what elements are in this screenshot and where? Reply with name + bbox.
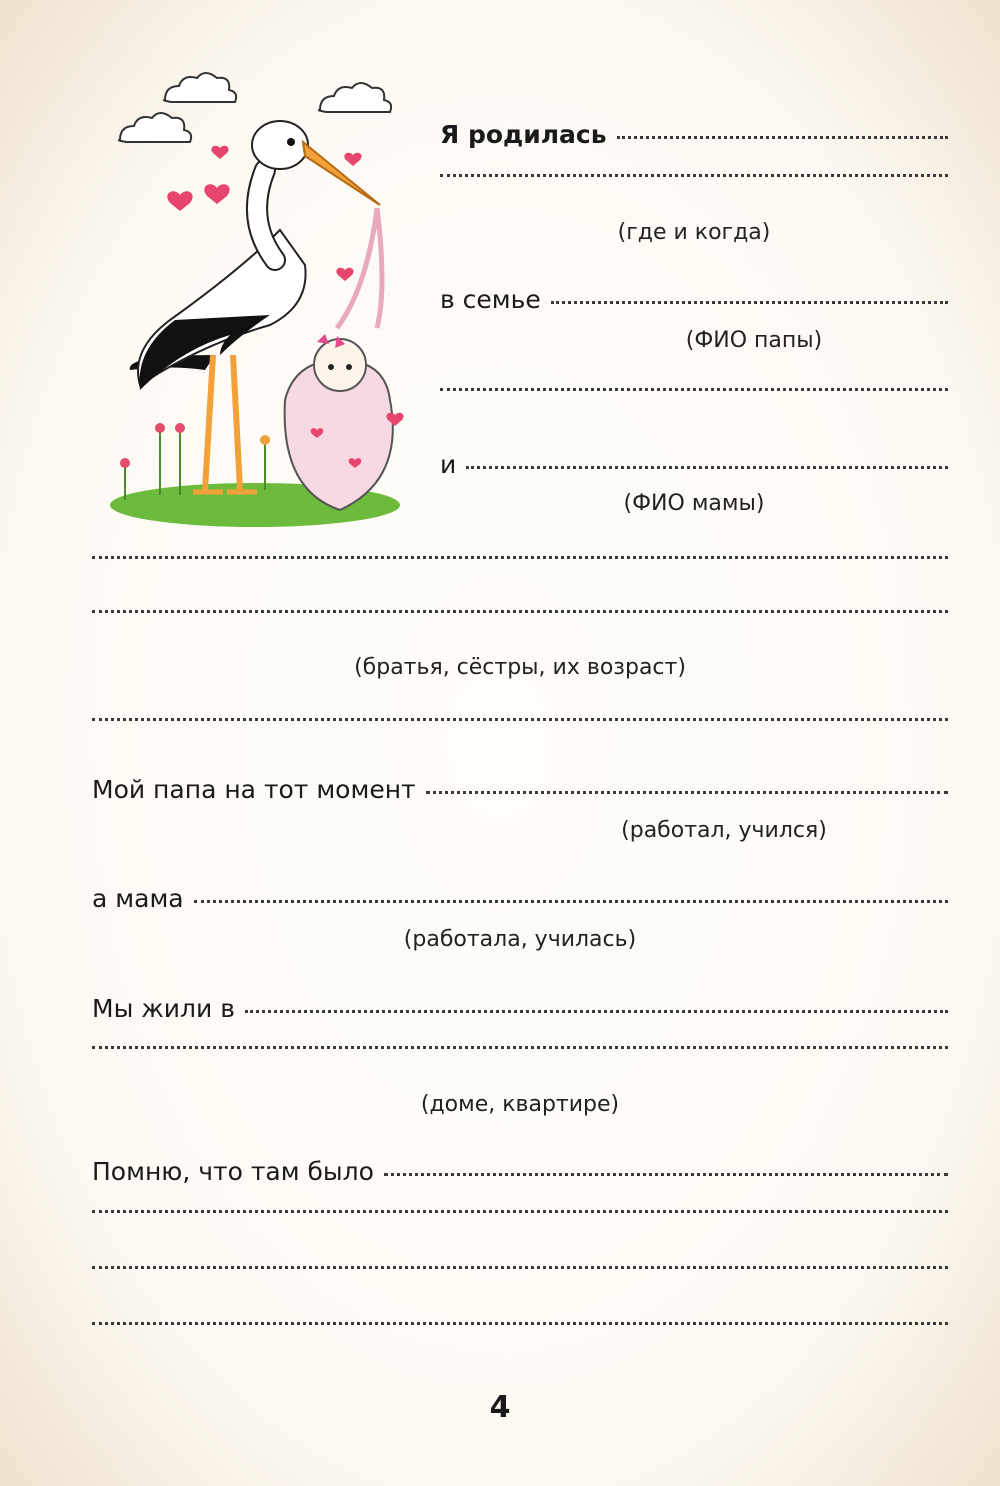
stork-illustration: [105, 70, 415, 530]
dad-line[interactable]: [426, 791, 948, 794]
born-row-2: [440, 178, 948, 181]
siblings-line-3[interactable]: [92, 718, 948, 721]
mother-hint: (ФИО мамы): [623, 491, 765, 516]
and-row: [440, 450, 948, 479]
remember-row-3: [92, 1270, 948, 1273]
siblings-row-1: [92, 560, 948, 563]
family-label: в семье: [440, 285, 541, 314]
lived-line[interactable]: [245, 1010, 948, 1013]
father-hint: (ФИО папы): [685, 328, 823, 353]
born-line-2[interactable]: [440, 174, 948, 177]
father-line-2[interactable]: [440, 388, 948, 391]
father-row-2: [440, 392, 948, 395]
born-label: Я родилась: [440, 120, 607, 149]
mom-label: а мама: [92, 884, 184, 913]
mom-row: [92, 884, 948, 913]
cloud-icon: [119, 73, 391, 142]
page-number: 4: [489, 1390, 511, 1425]
father-line[interactable]: [551, 301, 948, 304]
dad-label: Мой папа на тот момент: [92, 775, 416, 804]
mother-line[interactable]: [466, 466, 948, 469]
dad-row: [92, 775, 948, 804]
lived-row: [92, 994, 948, 1023]
born-line[interactable]: [617, 136, 948, 139]
remember-line-3[interactable]: [92, 1266, 948, 1269]
lived-line-2[interactable]: [92, 1046, 948, 1049]
lived-hint: (доме, квартире): [420, 1092, 620, 1117]
mom-line[interactable]: [194, 900, 948, 903]
family-row: [440, 285, 948, 314]
siblings-row-3: [92, 722, 948, 725]
baby-bundle-icon: [285, 334, 393, 510]
and-label: и: [440, 450, 457, 479]
remember-line-4[interactable]: [92, 1322, 948, 1325]
remember-line[interactable]: [384, 1173, 948, 1176]
siblings-line-1[interactable]: [92, 556, 948, 559]
remember-row-4: [92, 1326, 948, 1329]
born-row: [440, 120, 948, 149]
dad-hint: (работал, учился): [621, 818, 827, 843]
remember-row-2: [92, 1214, 948, 1217]
remember-row: [92, 1157, 948, 1186]
lived-row-2: [92, 1050, 948, 1053]
remember-label: Помню, что там было: [92, 1157, 374, 1186]
siblings-hint: (братья, сёстры, их возраст): [354, 655, 686, 680]
mom-hint: (работала, училась): [403, 927, 637, 952]
born-hint: (где и когда): [617, 220, 771, 245]
remember-line-2[interactable]: [92, 1210, 948, 1213]
siblings-line-2[interactable]: [92, 610, 948, 613]
lived-label: Мы жили в: [92, 994, 235, 1023]
siblings-row-2: [92, 614, 948, 617]
